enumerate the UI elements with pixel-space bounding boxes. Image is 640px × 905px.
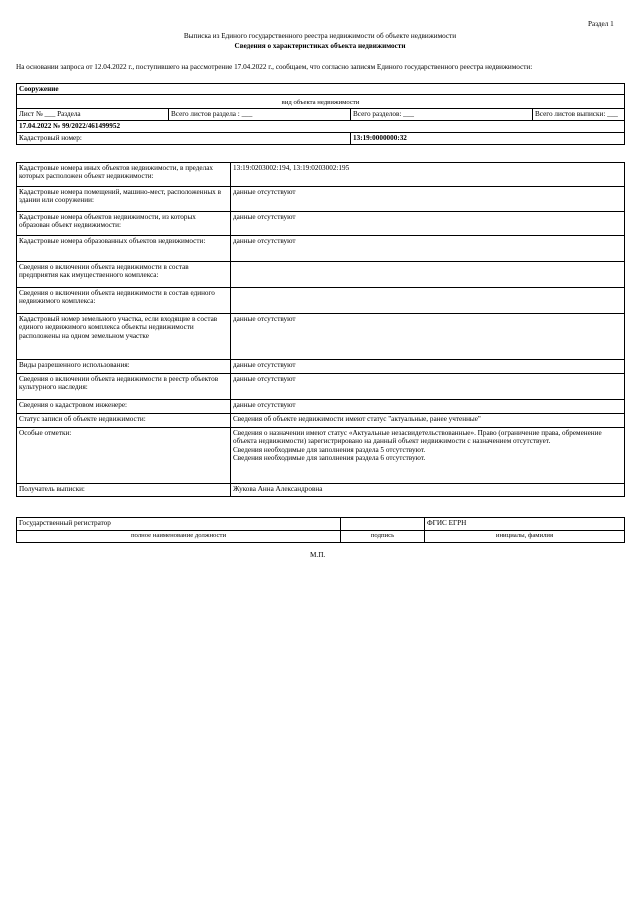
row-value: данные отсутствуют <box>231 400 625 414</box>
table-row <box>17 314 625 360</box>
object-type: Сооружение <box>17 84 625 95</box>
table-row <box>17 187 625 212</box>
section-label: Раздел 1 <box>588 20 614 28</box>
details-table <box>16 162 625 497</box>
header-title: Выписка из Единого государственного реестра недвижимости об объекте недвижимости <box>183 32 457 40</box>
row-label: Кадастровые номера образованных объектов недвижимости: <box>17 236 231 262</box>
row-label: Особые отметки: <box>17 428 231 484</box>
row-label: Кадастровые номера объектов недвижимости, из которых образован объект недвижимости: <box>17 212 231 236</box>
table-row <box>17 212 625 236</box>
sheets-in-section: Всего листов раздела : ___ <box>169 109 351 121</box>
table-row <box>17 236 625 262</box>
sheet-number: Лист № ___ Раздела <box>17 109 169 121</box>
table-row <box>17 360 625 374</box>
row-value <box>231 262 625 288</box>
row-value: Сведения о назначении имеют статус «Актуальные незасвидетельствованные». Право (ограничение права, обременение объекта недвижимости) зарегистрировано на данный объект недвижимости с назначением отсутствует. Сведения необходимые для заполнения раздела 5 отсутствуют. Сведения необходимые для заполнения раздела 6 отсутствуют. <box>231 428 625 484</box>
row-label: Виды разрешенного использования: <box>17 360 231 374</box>
object-type-caption: вид объекта недвижимости <box>17 95 625 109</box>
row-value: данные отсутствуют <box>231 212 625 236</box>
sheets-total: Всего листов выписки: ___ <box>533 109 625 121</box>
table-row <box>17 374 625 400</box>
row-value: 13:19:0203002:194, 13:19:0203002:195 <box>231 163 625 187</box>
row-value: данные отсутствуют <box>231 314 625 360</box>
row-label: Кадастровый номер земельного участка, если входящие в состав единого недвижимого комплекса объекты недвижимости расположены на одном земельном участке <box>17 314 231 360</box>
registrar-position: Государственный регистратор <box>17 518 341 531</box>
object-info-table <box>16 83 625 145</box>
sections-total: Всего разделов: ___ <box>351 109 533 121</box>
row-value: данные отсутствуют <box>231 360 625 374</box>
cadastral-label: Кадастровый номер: <box>17 133 351 145</box>
row-label: Получатель выписки: <box>17 484 231 497</box>
record-number: 17.04.2022 № 99/2022/461499952 <box>17 121 625 133</box>
registrar-org: ФГИС ЕГРН <box>425 518 625 531</box>
caption-position: полное наименование должности <box>17 531 341 543</box>
stamp-label: М.П. <box>310 551 326 559</box>
table-row <box>17 414 625 428</box>
row-value <box>231 288 625 314</box>
caption-name: инициалы, фамилия <box>425 531 625 543</box>
table-row <box>17 400 625 414</box>
row-label: Сведения о включении объекта недвижимости в состав единого недвижимого комплекса: <box>17 288 231 314</box>
signature-table <box>16 517 625 543</box>
row-label: Кадастровые номера иных объектов недвижимости, в пределах которых расположен объект недвижимости: <box>17 163 231 187</box>
caption-signature: подпись <box>341 531 425 543</box>
cadastral-number: 13:19:0000000:32 <box>351 133 625 145</box>
row-value: данные отсутствуют <box>231 187 625 212</box>
signature-blank <box>341 518 425 531</box>
header-subtitle: Сведения о характеристиках объекта недвижимости <box>234 42 406 50</box>
row-label: Кадастровые номера помещений, машино-мест, расположенных в здании или сооружении: <box>17 187 231 212</box>
intro-text: На основании запроса от 12.04.2022 г., поступившего на рассмотрение 17.04.2022 г., сообщаем, что согласно записям Единого государственного реестра недвижимости: <box>16 63 533 71</box>
table-row <box>17 163 625 187</box>
row-label: Сведения о включении объекта недвижимости в реестр объектов культурного наследия: <box>17 374 231 400</box>
table-row <box>17 484 625 497</box>
row-value: Сведения об объекте недвижимости имеют статус "актуальные, ранее учтенные" <box>231 414 625 428</box>
table-row <box>17 428 625 484</box>
row-label: Статус записи об объекте недвижимости: <box>17 414 231 428</box>
table-row <box>17 288 625 314</box>
row-label: Сведения о кадастровом инженере: <box>17 400 231 414</box>
row-value: данные отсутствуют <box>231 374 625 400</box>
table-row <box>17 262 625 288</box>
row-value: данные отсутствуют <box>231 236 625 262</box>
row-label: Сведения о включении объекта недвижимости в состав предприятия как имущественного комплекса: <box>17 262 231 288</box>
row-value: Жукова Анна Александровна <box>231 484 625 497</box>
